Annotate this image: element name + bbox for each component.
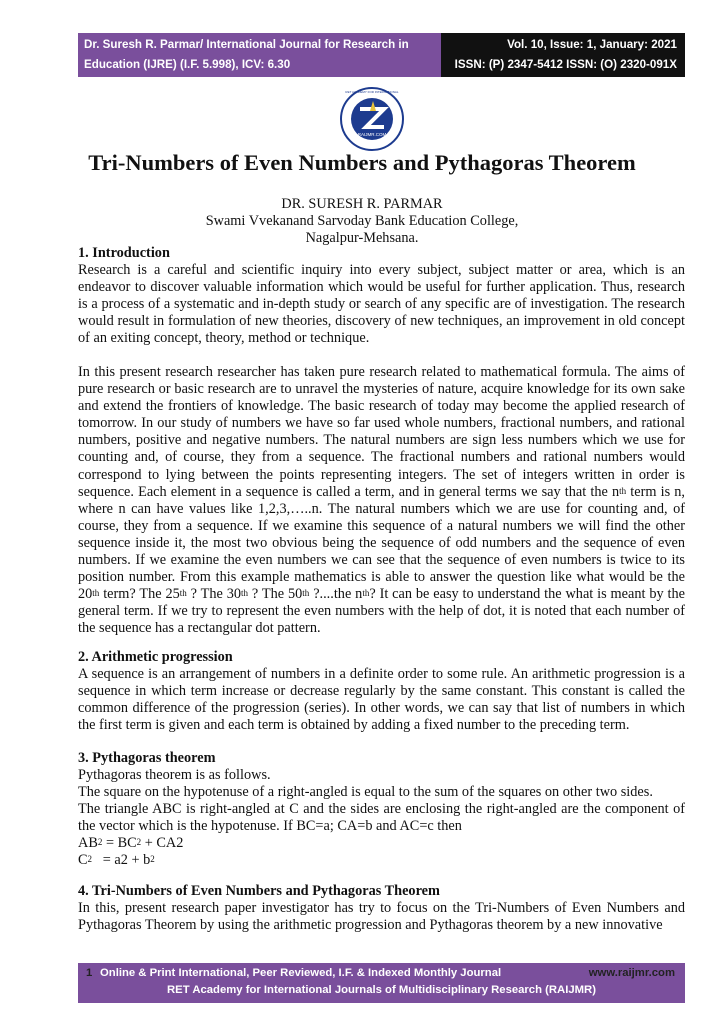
header-right-line1: Vol. 10, Issue: 1, January: 2021 — [507, 38, 677, 51]
journal-header-right — [441, 33, 685, 77]
paragraph-arithmetic-progression: A sequence is an arrangement of numbers in a definite order to some rule. An arithmetic progression is a sequence in which term increase or decrease regularly by the same constant. This constant is called the common difference of the progression (series). In other words, we can say that list of numbers in which the first term is given and each term is obtained by adding a fixed number to the preceding term. — [78, 666, 685, 734]
paragraph-pythagoras-statement: The square on the hypotenuse of a right-angled is equal to the sum of the squares on other two sides. — [78, 784, 653, 800]
section-heading-pythagoras: 3. Pythagoras theorem — [78, 750, 216, 766]
footer-journal-description: Online & Print International, Peer Reviewed, I.F. & Indexed Monthly Journal — [100, 967, 502, 979]
svg-text:RAIJMR.COM: RAIJMR.COM — [357, 132, 387, 137]
section-heading-arithmetic-progression: 2. Arithmetic progression — [78, 649, 233, 665]
footer-website-link[interactable]: www.raijmr.com — [588, 967, 675, 979]
equation-2: $C^2 = a2 + b^2$ — [78, 852, 155, 868]
footer-publisher: RET Academy for International Journals of Multidisciplinary Research (RAIJMR) — [167, 984, 596, 996]
section-heading-tri-numbers: 4. Tri-Numbers of Even Numbers and Pythagoras Theorem — [78, 883, 440, 899]
header-left-line1: Dr. Suresh R. Parmar/ International Journal for Research in — [84, 38, 409, 51]
paragraph-pythagoras-intro: Pythagoras theorem is as follows. — [78, 767, 271, 783]
equation-1: $AB^2 = BC^2 + CA2$ — [78, 835, 184, 851]
svg-text:RET ACADEMY FOR INTERNATIONAL: RET ACADEMY FOR INTERNATIONAL — [345, 90, 399, 94]
journal-footer — [78, 963, 685, 1003]
author-affiliation: Swami Vvekanand Sarvoday Bank Education College, — [205, 213, 519, 229]
paragraph-pythagoras-triangle: The triangle ABC is right-angled at C and the sides are enclosing the right-angled are the component of the vector which is the hypotenuse. If BC=a; CA=b and AC=c then — [78, 801, 685, 835]
header-left-line2: Education (IJRE) (I.F. 5.998), ICV: 6.30 — [84, 58, 291, 71]
page-number: 1 — [86, 967, 93, 979]
journal-header-left — [78, 33, 441, 77]
paragraph-introduction-2: In this present research researcher has taken pure research related to mathematical formula. The aims of pure research or basic research are to unravel the mysteries of nature, acquire knowledge for its own sake and extend the frontiers of knowledge. The basic research of today may become the applied research of tomorrow. In our study of numbers we have so far used whole numbers, fractional numbers, and rational numbers, positive and negative numbers. The natural numbers are sign less numbers which we use for counting and, of course, they from a sequence. The fractional numbers and rational numbers would correspond to lying between the points representing integers. The set of integers written in order is sequence. Each element in a sequence is called a term, and in general terms we say that the $n^{th}$ term is n, where n can have values like 1,2,3,…..n. The natural numbers which we are use for counting and, of course, they from a sequence. If we examine this sequence of a natural numbers we will find the other sequence inside it, the most two obvious being the sequence of odd numbers and the sequence of even numbers. If we examine the even numbers we can see that the sequence of even numbers is twice to its position number. From this example mathematics is able to answer the question like what would be the 20th term? The 25th ? The 30th ? The 50th ?....the $n^{th}$? It can be easy to understand the what is meant by the general term. If we try to represent the even numbers with the help of dot, it is noted that each number of the sequence has a rectangular dot pattern. — [78, 364, 686, 637]
author-location: Nagalpur-Mehsana. — [305, 230, 419, 246]
raijmr-logo — [340, 87, 404, 151]
paragraph-introduction-1: Research is a careful and scientific inquiry into every subject, subject matter or area, which is an endeavor to discover valuable information which would be useful for further application. Thus, research is a process of a systematic and in-depth study or search of any specific are of investigation. The research would result in formulation of new theories, discovery of new techniques, an improvement in old concept of an exiting concept, theory, method or technique. — [78, 262, 685, 347]
header-right-line2: ISSN: (P) 2347-5412 ISSN: (O) 2320-091X — [454, 58, 677, 71]
paragraph-tri-numbers: In this, present research paper investigator has try to focus on the Tri-Numbers of Even Numbers and Pythagoras Theorem by using the arithmetic progression and Pythagoras theorem by a new innovative — [78, 900, 685, 934]
author-name: DR. SURESH R. PARMAR — [281, 196, 443, 212]
paper-title: Tri-Numbers of Even Numbers and Pythagoras Theorem — [88, 150, 636, 175]
section-heading-introduction: 1. Introduction — [78, 245, 170, 261]
author-block — [0, 196, 724, 247]
